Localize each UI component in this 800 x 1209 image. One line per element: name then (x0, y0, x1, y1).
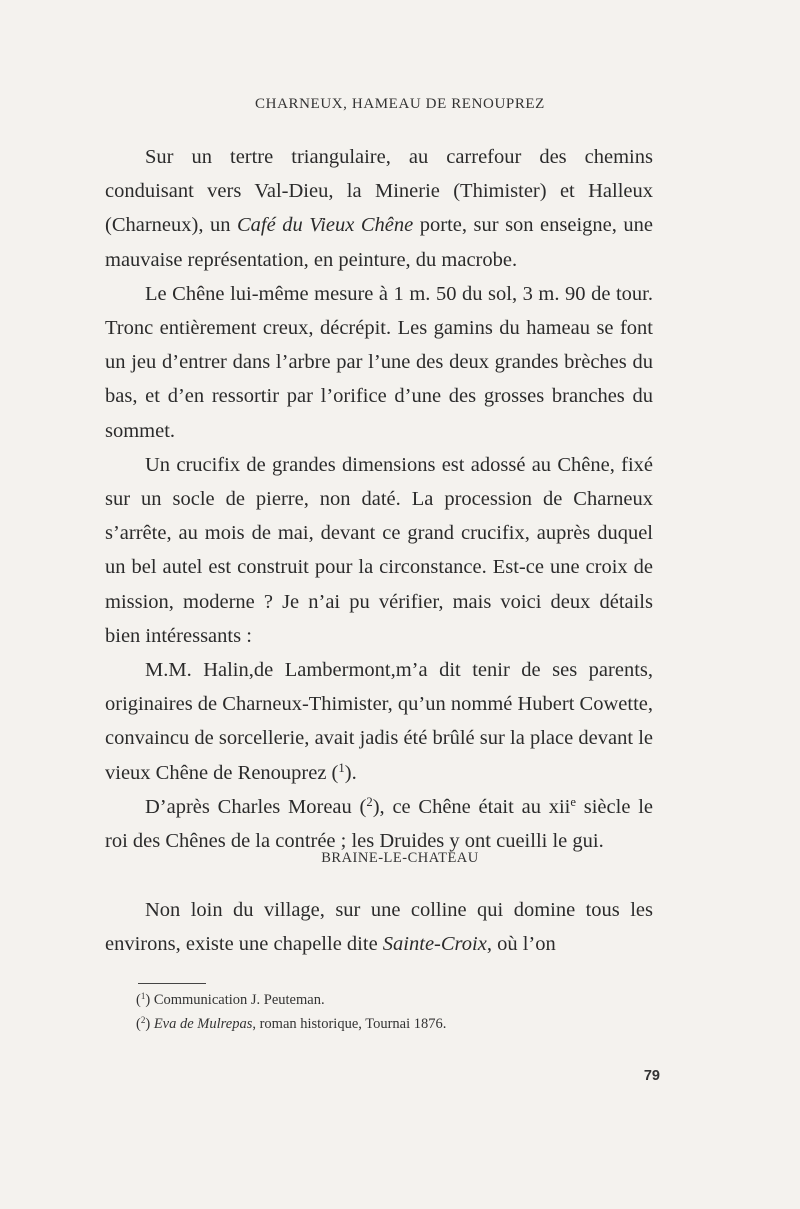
main-text-block (105, 140, 653, 858)
century-superscript: e (570, 794, 576, 809)
running-head: CHARNEUX, HAMEAU DE RENOUPREZ (255, 96, 545, 112)
paragraph-1-text-a: Sur un tertre triangulaire, au carrefour des chemins conduisant vers Val-Dieu, la Minerie (Thimister) et Halleux (Charneux), un (105, 146, 653, 237)
footnote-2-marker: 2 (140, 1015, 146, 1026)
footnote-2-text: , roman historique, Tournai 1876. (252, 1016, 447, 1032)
footnote-ref-2: 2 (366, 794, 373, 809)
section-paragraph-1-text-a: Non loin du village, sur une colline qui domine tous les environs, existe une chapelle dite (105, 899, 653, 956)
section-heading: BRAINE-LE-CHATEAU (321, 850, 479, 866)
footnote-1-marker: 1 (140, 991, 146, 1002)
paragraph-5-text-c: siècle le roi des Chênes de la contrée ; les Druides y ont cueilli le gui. (105, 795, 653, 853)
chapel-name-italic: Sainte-Croix (382, 933, 487, 956)
paragraph-1 (105, 140, 653, 277)
paragraph-2: Le Chêne lui-même mesure à 1 m. 50 du sol, 3 m. 90 de tour. Tronc entièrement creux, décrépit. Les gamins du hameau se font un jeu d’entrer dans l’arbre par l’une des deux grandes brèches du bas, et d’en ressortir par l’orifice d’une des grosses branches du sommet. (105, 282, 653, 442)
footnote-rule (138, 983, 206, 984)
paragraph-1-text-b: porte, sur son enseigne, une mauvaise représentation, en peinture, du macrobe. (105, 214, 653, 271)
cafe-name-italic: Café du Vieux Chêne (237, 214, 414, 237)
paragraph-3: Un crucifix de grandes dimensions est adossé au Chêne, fixé sur un socle de pierre, non daté. La procession de Charneux s’arrête, au mois de mai, devant ce grand crucifix, auprès duquel un bel autel est construit pour la circonstance. Est-ce une croix de mission, moderne ? Je n’ai pu vérifier, mais voici deux détails bien intéressants : (105, 453, 653, 647)
footnotes (136, 988, 656, 1036)
century-numeral: xii (548, 795, 571, 818)
footnote-ref-1: 1 (338, 760, 345, 775)
paragraph-4-text-b: ). (344, 761, 357, 784)
footnote-1: ($^1$) Communication J. Peuteman. (136, 991, 325, 1008)
section-paragraph-1 (105, 893, 653, 961)
footnote-2: ($^2$) Eva de Mulrepas, roman historique, Tournai 1876. (136, 1015, 447, 1032)
paragraph-5-text-a: D’après Charles Moreau ( (145, 795, 367, 818)
footnote-1-text: Communication J. Peuteman. (150, 992, 325, 1008)
footnote-2-title-italic: Eva de Mulrepas (153, 1016, 253, 1032)
paragraph-4-text-a: M.M. Halin,de Lambermont,m’a dit tenir de ses parents, originaires de Charneux-Thimister, qu’un nommé Hubert Cowette, convaincu de sorcellerie, avait jadis été brûlé sur la place devant le vieux Chêne de Renouprez ( (105, 659, 653, 784)
paragraph-4 (105, 653, 653, 790)
page-number: 79 (643, 1068, 660, 1084)
paragraph-5-text-b: ), ce Chêne était au (372, 795, 549, 818)
section-paragraph-1-text-b: , où l’on (486, 933, 556, 956)
paragraph-5 (105, 790, 653, 858)
section-text-block (105, 893, 653, 961)
